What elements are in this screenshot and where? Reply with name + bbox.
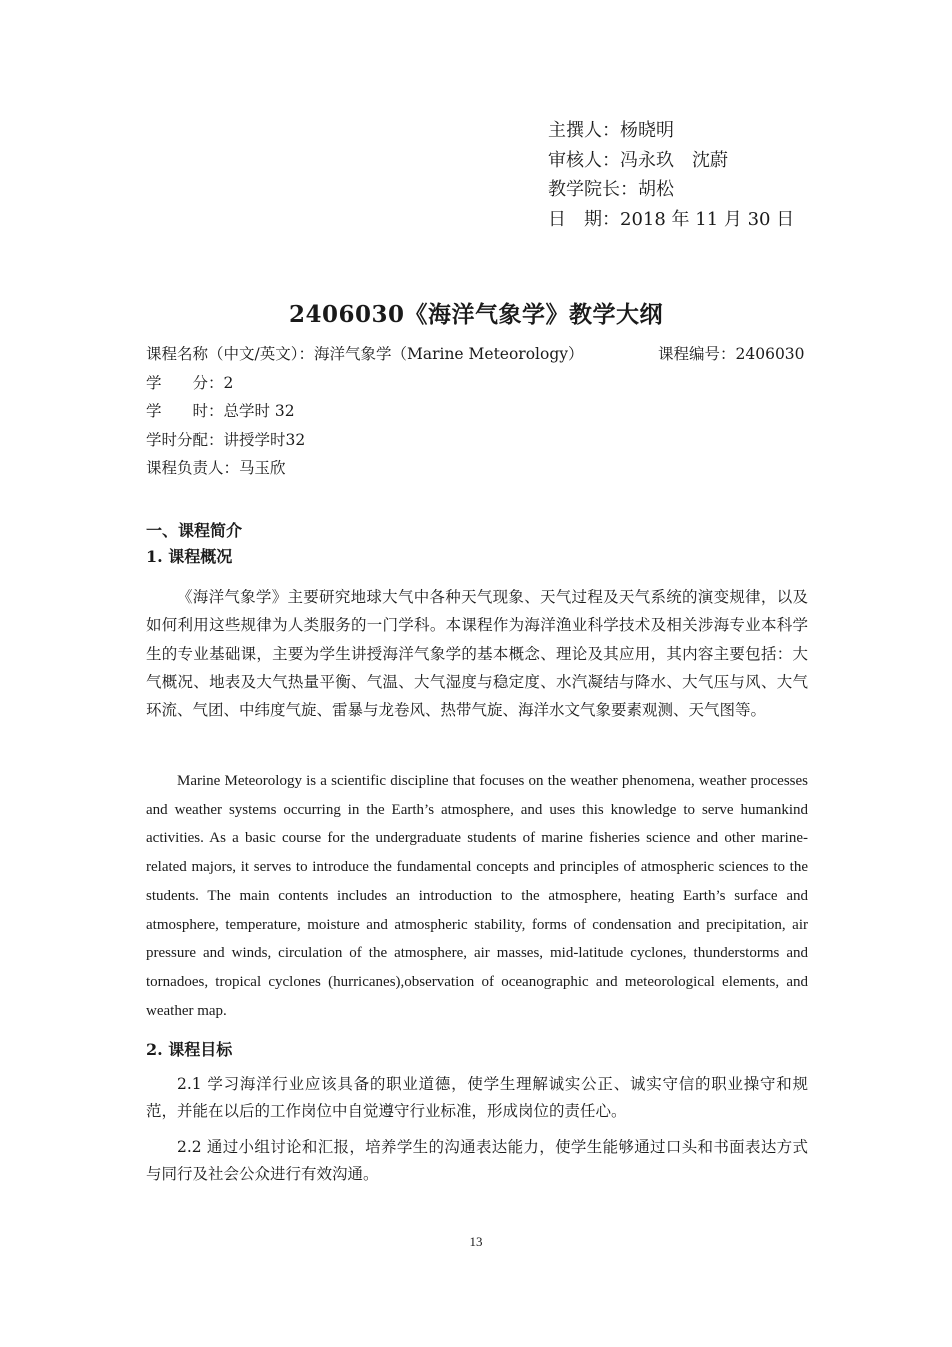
credits: 学 分：2 [146,373,234,392]
instructor: 课程负责人：马玉欣 [146,459,286,478]
course-name: 课程名称（中文/英文）：海洋气象学（Marine Meteorology） [146,345,584,363]
dean-line: 教学院长：胡松 [548,179,674,200]
hour-distribution: 学时分配：讲授学时32 [146,430,306,449]
overview-paragraph-en: Marine Meteorology is a scientific discipline that focuses on the weather phenomena, weather processes and weather systems occurring in the Earth’s atmosphere, and uses this knowledge to serve humankind activities. As a basic course for the undergraduate students of marine fisheries science and other marine-related majors, it serves to introduce the fundamental concepts and principles of atmospheric sciences to the students. The main contents includes an introduction to the atmosphere, heating Earth’s surface and atmosphere, temperature, moisture and atmospheric stability, forms of condensation and precipitation, air pressure and winds, circulation of the atmosphere, air masses, mid-latitude cyclones, thunderstorms and tornadoes, tropical cyclones (hurricanes),observation of oceanographic and meteorological elements, and weather map. [146,773,808,1019]
author-line: 主撰人：杨晓明 [548,120,674,141]
goal-item-1: 2.1 学习海洋行业应该具备的职业道德，使学生理解诚实公正、诚实守信的职业操守和规范，并能在以后的工作岗位中自觉遵守行业标准，形成岗位的责任心。 [146,1075,808,1120]
course-info [146,340,808,483]
subsection-heading-goals: 2. 课程目标 [146,1040,233,1059]
reviewer-line: 审核人：冯永玖 沈蔚 [548,149,728,171]
course-name-row [146,340,808,369]
subsection-heading-overview: 1. 课程概况 [146,547,233,566]
hours: 学 时：总学时 32 [146,402,295,421]
overview-paragraph-cn: 《海洋气象学》主要研究地球大气中各种天气现象、天气过程及天气系统的演变规律，以及如何利用这些规律为人类服务的一门学科。本课程作为海洋渔业科学技术及相关涉海专业本科学生的专业基础课，主要为学生讲授海洋气象学的基本概念、理论及其应用，其内容主要包括：大气概况、地表及大气热量平衡、气温、大气湿度与稳定度、水汽凝结与降水、大气压与风、大气环流、气团、中纬度气旋、雷暴与龙卷风、热带气旋、海洋水文气象要素观测、天气图等。 [146,588,808,720]
date-line: 日 期：2018 年 11 月 30 日 [548,208,795,230]
page-number: 13 [469,1234,483,1249]
document-title: 2406030《海洋气象学》教学大纲 [288,301,664,328]
section-heading: 一、课程简介 [146,521,243,540]
signoff-block [548,116,794,234]
goal-item-2: 2.2 通过小组讨论和汇报，培养学生的沟通表达能力，使学生能够通过口头和书面表达方式与同行及社会公众进行有效沟通。 [146,1138,808,1183]
course-code: 课程编号：2406030 [658,345,805,363]
